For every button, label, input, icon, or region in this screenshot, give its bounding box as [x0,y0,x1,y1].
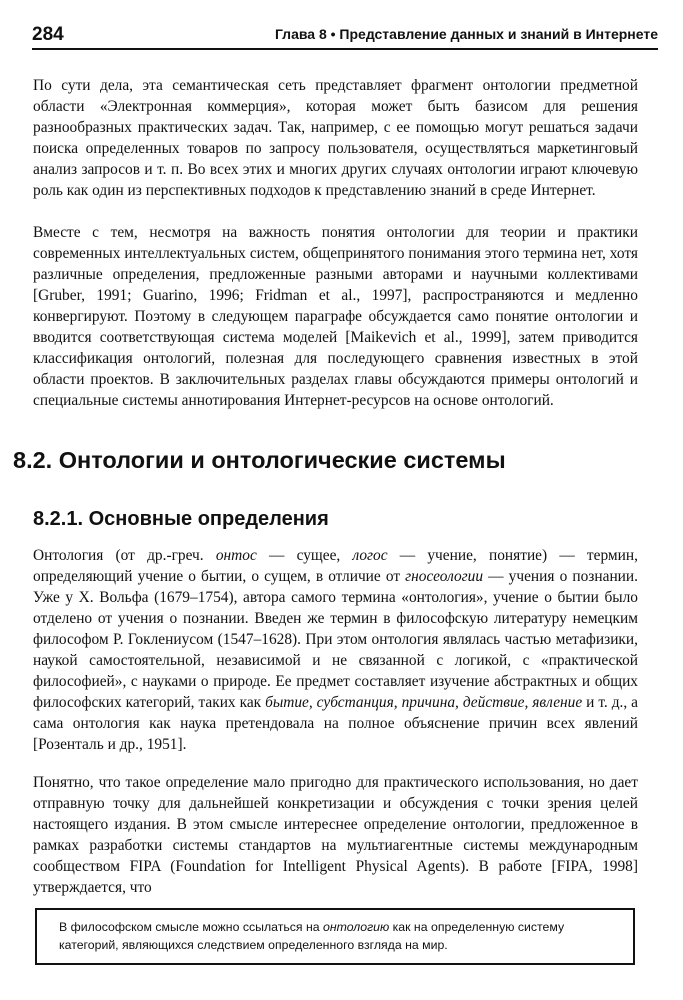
note-text: В философском смысле можно ссылаться на [59,920,324,934]
paragraph-fipa [33,772,638,898]
paragraph-intro [33,75,638,201]
note-italic: онтологию [323,920,390,934]
text-run: Онтология (от др.-греч. [33,547,216,564]
italic-term: бытие, субстанция, причина, действие, явление [265,694,583,711]
paragraph-text [33,545,638,755]
note-box [35,908,635,965]
italic-term: гносеологии [405,568,484,585]
paragraph-text: Понятно, что такое определение мало пригодно для практического использования, но дает отправную точку для дальнейшей конкретизации и обсуждения с точки зрения целей настоящего издания. В этом смысле интереснее определение онтологии, предложенное в рамках разработки системы стандартов на мультиагентные системы международным сообществом FIPA (Foundation for Intelligent Physical Agents). В работе [FIPA, 1998] утверждается, что [33,774,638,896]
running-head: Глава 8 • Представление данных и знаний в Интернете [274,26,658,42]
paragraph-text: Вместе с тем, несмотря на важность понятия онтологии для теории и практики современных интеллектуальных систем, общепринятого понимания этого термина нет, хотя различные определения, предложенные разными авторами и научными коллективами [Gruber, 1991; Guarino, 1996; Fridman et al., 1997], распространяются и медленно конвергируют. Поэтому в следующем параграфе обсуждается само понятие онтологии и вводится соответствующая система моделей [Maikevich et al., 1999], затем приводится классификация онтологий, полезная для последующего сравнения известных в этой области проектов. В заключительных разделах главы обсуждаются примеры онтологий и специальные системы аннотирования Интернет-ресурсов на основе онтологий. [33,224,638,409]
paragraph-definition [33,545,638,755]
page-header [32,22,658,50]
note-text: как на определенную систему категорий, являющихся следствием определенного взгляда на мир. [59,920,565,952]
text-run: и т. д., а сама онтология как наука претендовала на полное объяснение причин всех явлений [Розенталь и др., 1951]. [33,694,638,753]
section-heading: 8.2. Онтологии и онтологические системы [13,447,506,473]
italic-term: онтос [215,547,257,564]
text-run: — учения о познании. Уже у Х. Вольфа (1679–1754), автора самого термина «онтология», учение о бытии было отделено от учения о познании. Введен же термин в философскую литературу немецким философом Р. Гоклениусом (1547–1628). При этом онтология являлась частью метафизики, наукой самостоятельной, независимой и не связанной с логикой, с «практической философией», с науками о природе. Ее предмет составляет изучение абстрактных и общих философских категорий, таких как [33,568,638,711]
subsection-heading: 8.2.1. Основные определения [33,508,329,530]
paragraph-text: По сути дела, эта семантическая сеть представляет фрагмент онтологии предметной области «Электронная коммерция», которая может быть базисом для решения разнообразных практических задач. Так, например, с ее помощью могут решаться задачи поиска определенных товаров по запросу пользователя, осуществляться маркетинговый анализ запросов и т. п. Во всех этих и многих других случаях онтологии играют ключевую роль как один из перспективных подходов к представлению знаний в среде Интернет. [33,77,638,199]
text-run: — сущее, [256,547,353,564]
page-number: 284 [32,24,64,45]
italic-term: логос [352,547,388,564]
text-run: — учение, понятие) — термин, определяющий учение о бытии, о сущем, в отличие от [33,547,638,585]
paragraph-ontology-importance [33,222,638,411]
